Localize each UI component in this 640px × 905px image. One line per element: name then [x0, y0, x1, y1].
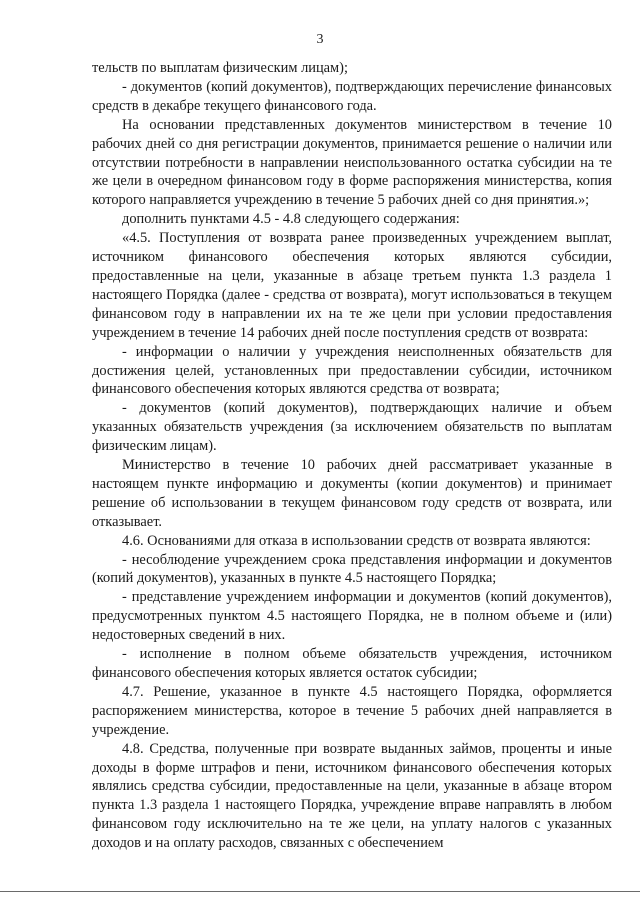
paragraph: 4.8. Средства, полученные при возврате выданных займов, проценты и иные доходы в форме штрафов и пени, источником финансового обеспечения которых являлись средства субсидии, предоставленные на цели, указанные в абзаце втором пункта 1.3 раздела 1 настоящего Порядка, учреждение вправе направлять в любом финансовом году исключительно на те же цели, на уплату налогов с указанных доходов и на оплату расходов, связанных с обеспечением	[92, 740, 612, 852]
paragraph: - документов (копий документов), подтверждающих наличие и объем указанных обязательств учреждения (за исключением обязательств по выплатам физическим лицам).	[92, 400, 612, 455]
paragraph: дополнить пунктами 4.5 - 4.8 следующего содержания:	[122, 211, 460, 228]
paragraph: - представление учреждением информации и документов (копий документов), предусмотренных пунктом 4.5 настоящего Порядка, не в полном объеме и (или) недостоверных сведений в них.	[92, 589, 612, 644]
paragraph: - исполнение в полном объеме обязательств учреждения, источником финансового обеспечения которых является остаток субсидии;	[92, 646, 612, 681]
paragraph: «4.5. Поступления от возврата ранее произведенных учреждением выплат, источником финансового обеспечения которых являются субсидии, предоставленные на цели, указанные в абзаце третьем пункта 1.3 раздела 1 настоящего Порядка (далее - средства от возврата), могут использоваться в текущем финансовом году в направлении их на те же цели при условии предоставления учреждением в течение 14 рабочих дней после поступления средств от возврата:	[92, 230, 612, 341]
scan-edge-line	[0, 891, 640, 892]
paragraph: - документов (копий документов), подтверждающих перечисление финансовых средств в декабре текущего финансового года.	[92, 78, 612, 114]
document-body	[92, 59, 612, 853]
paragraph: 4.7. Решение, указанное в пункте 4.5 настоящего Порядка, оформляется распоряжением министерства, которое в течение 5 рабочих дней направляется в учреждение.	[92, 683, 612, 738]
paragraph: 4.6. Основаниями для отказа в использовании средств от возврата являются:	[122, 532, 591, 549]
paragraph: - информации о наличии у учреждения неисполненных обязательств для достижения целей, установленных при предоставлении субсидии, источником финансового обеспечения которых являются средства от возврата;	[92, 343, 612, 398]
paragraph: Министерство в течение 10 рабочих дней рассматривает указанные в настоящем пункте информацию и документы (копии документов) и принимает решение об использовании в текущем финансовом году средств от возврата, или отказывает.	[92, 457, 612, 530]
paragraph: - несоблюдение учреждением срока представления информации и документов (копий документов), указанных в пункте 4.5 настоящего Порядка;	[92, 551, 612, 587]
page-number: 3	[316, 32, 324, 47]
paragraph: На основании представленных документов министерством в течение 10 рабочих дней со дня регистрации документов, принимается решение о наличии или отсутствии потребности в направлении неиспользованного остатка субсидии на те же цели в очередном финансовом году в форме распоряжения министерства, копия которого направляется учреждению в течение 5 рабочих дней со дня принятия.»;	[92, 116, 612, 209]
paragraph: тельств по выплатам физическим лицам);	[92, 60, 348, 76]
